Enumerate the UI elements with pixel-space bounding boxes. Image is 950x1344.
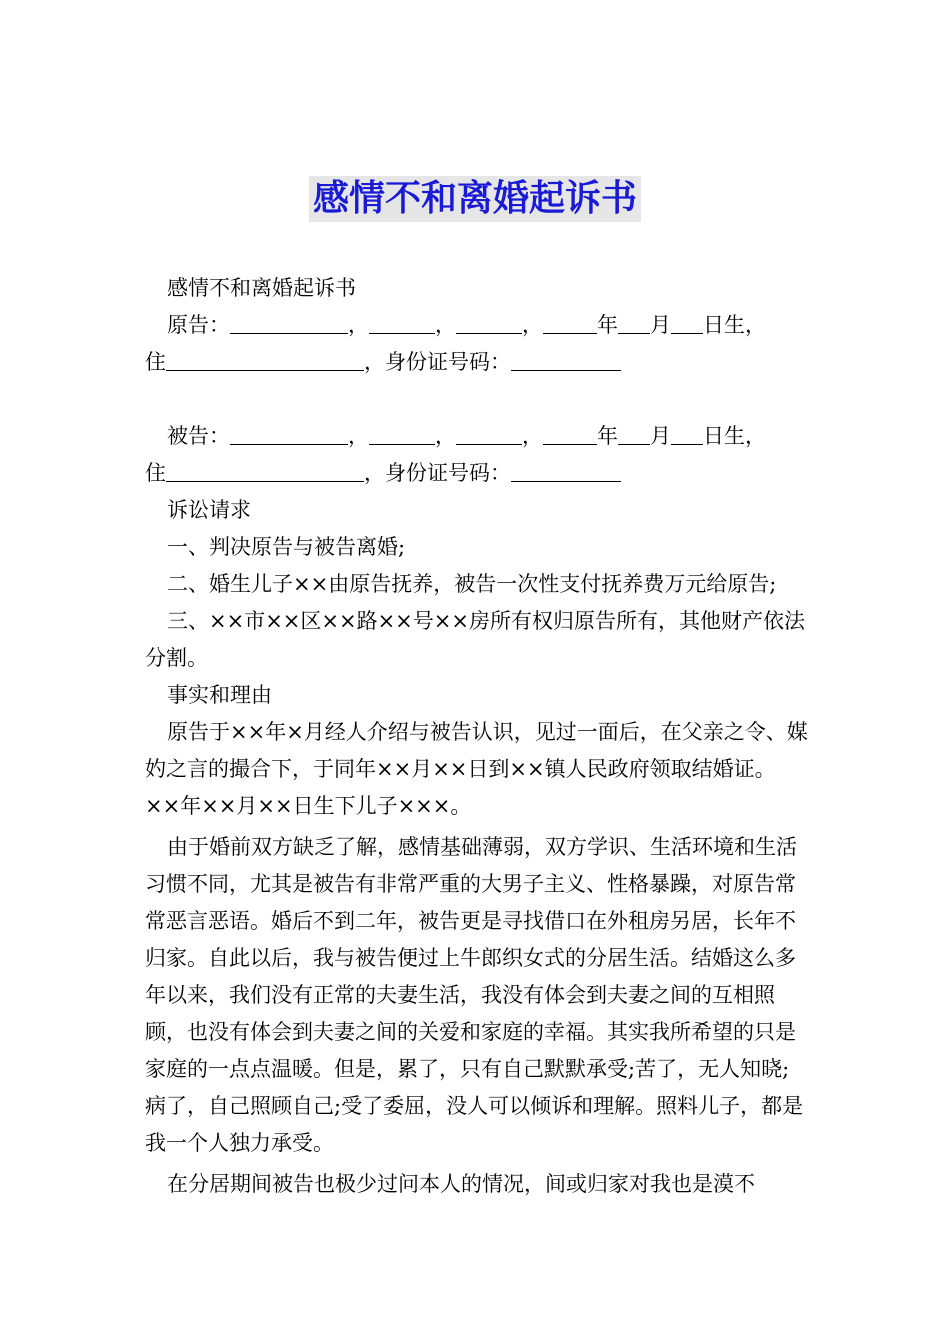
blank-year: [543, 424, 597, 445]
facts-paragraph-1: 原告于××年×月经人介绍与被告认识，见过一面后，在父亲之令、媒妁之言的撮合下，于同年××月××日到××镇人民政府领取结婚证。××年××月××日生下儿子×××。: [145, 720, 808, 818]
page-title: 感情不和离婚起诉书: [309, 176, 641, 222]
blank-day: [671, 424, 703, 445]
separator: ，: [348, 424, 369, 448]
blank-gender: [369, 313, 435, 334]
defendant-label: 被告：: [167, 424, 230, 448]
id-label: ，身份证号码：: [364, 350, 511, 374]
blank-month: [618, 424, 650, 445]
year-label: 年: [597, 424, 618, 448]
claims-heading: 诉讼请求: [167, 498, 251, 522]
month-label: 月: [650, 313, 671, 337]
title-wrap: [0, 176, 950, 222]
blank-ethnicity: [456, 313, 522, 334]
claim-1: 一、判决原告与被告离婚;: [167, 535, 406, 559]
defendant-line: [145, 418, 810, 455]
blank-ethnicity: [456, 424, 522, 445]
claim-2: 二、婚生儿子××由原告抚养，被告一次性支付抚养费万元给原告;: [167, 572, 777, 596]
plaintiff-line: [145, 307, 810, 344]
facts-paragraph-2: 由于婚前双方缺乏了解，感情基础薄弱，双方学识、生活环境和生活习惯不同，尤其是被告有非常严重的大男子主义、性格暴躁，对原告常常恶言恶语。婚后不到二年，被告更是寻找借口在外租房另居，长年不归家。自此以后，我与被告便过上牛郎织女式的分居生活。结婚这么多年以来，我们没有正常的夫妻生活，我没有体会到夫妻之间的互相照顾，也没有体会到夫妻之间的关爱和家庭的幸福。其实我所希望的只是家庭的一点点温暖。但是，累了，只有自己默默承受;苦了，无人知晓;病了，自己照顾自己;受了委屈，没人可以倾诉和理解。照料儿子，都是我一个人独力承受。: [145, 835, 804, 1155]
separator: ，: [435, 424, 456, 448]
day-label: 日生，: [703, 313, 766, 337]
blank-day: [671, 313, 703, 334]
blank-address: [166, 350, 364, 371]
claim-3: 三、××市××区××路××号××房所有权归原告所有，其他财产依法分割。: [145, 609, 805, 670]
month-label: 月: [650, 424, 671, 448]
document-body: [145, 270, 810, 1203]
facts-paragraph-3: 在分居期间被告也极少过问本人的情况，间或归家对我也是漠不: [167, 1172, 755, 1196]
separator: ，: [522, 424, 543, 448]
day-label: 日生，: [703, 424, 766, 448]
blank-name: [230, 424, 348, 445]
facts-heading: 事实和理由: [167, 683, 272, 707]
blank-address: [166, 461, 364, 482]
residence-label: 住: [145, 461, 166, 485]
defendant-residence-line: [145, 455, 810, 492]
blank-id: [511, 461, 621, 482]
blank-month: [618, 313, 650, 334]
plaintiff-label: 原告：: [167, 313, 230, 337]
plaintiff-residence-line: [145, 344, 810, 381]
blank-year: [543, 313, 597, 334]
separator: ，: [348, 313, 369, 337]
id-label: ，身份证号码：: [364, 461, 511, 485]
blank-id: [511, 350, 621, 371]
year-label: 年: [597, 313, 618, 337]
blank-gender: [369, 424, 435, 445]
blank-name: [230, 313, 348, 334]
residence-label: 住: [145, 350, 166, 374]
doc-title-line: 感情不和离婚起诉书: [167, 276, 356, 300]
separator: ，: [435, 313, 456, 337]
separator: ，: [522, 313, 543, 337]
